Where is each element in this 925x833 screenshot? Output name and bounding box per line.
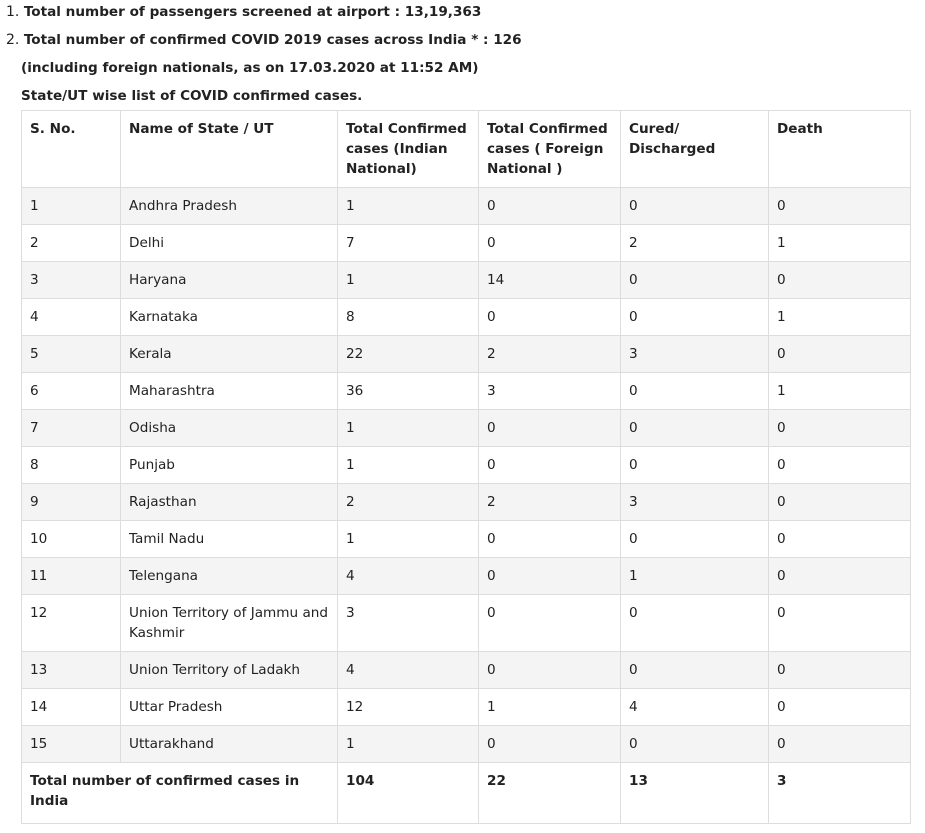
cell-cured: 0 (621, 410, 769, 447)
cell-indian-national: 7 (338, 225, 479, 262)
list-title: State/UT wise list of COVID confirmed cases. (21, 88, 363, 104)
cell-state: Punjab (121, 447, 338, 484)
table-row (22, 447, 911, 484)
header-state: Name of State / UT (121, 111, 338, 188)
cell-death: 1 (769, 225, 911, 262)
cell-state: Union Territory of Jammu and Kashmir (121, 595, 338, 652)
table-row (22, 410, 911, 447)
cell-sno: 6 (22, 373, 121, 410)
cell-foreign-national: 0 (479, 410, 621, 447)
cell-foreign-national: 1 (479, 689, 621, 726)
header-sno: S. No. (22, 111, 121, 188)
table-row (22, 595, 911, 652)
cell-cured: 0 (621, 521, 769, 558)
confirmed-cases-note: (including foreign nationals, as on 17.03.2020 at 11:52 AM) (21, 60, 479, 76)
table-row (22, 188, 911, 225)
cell-cured: 0 (621, 373, 769, 410)
cell-death: 0 (769, 595, 911, 652)
table-row (22, 521, 911, 558)
cell-state: Maharashtra (121, 373, 338, 410)
cell-sno: 1 (22, 188, 121, 225)
cell-sno: 4 (22, 299, 121, 336)
cell-cured: 1 (621, 558, 769, 595)
cell-sno: 9 (22, 484, 121, 521)
cell-state: Odisha (121, 410, 338, 447)
table-row (22, 484, 911, 521)
cell-cured: 0 (621, 447, 769, 484)
passengers-screened-text: Total number of passengers screened at airport : 13,19,363 (23, 4, 482, 20)
cell-state: Kerala (121, 336, 338, 373)
state-cases-table (21, 110, 911, 824)
table-row (22, 336, 911, 373)
cell-state: Uttarakhand (121, 726, 338, 763)
header-cured: Cured/ Discharged (621, 111, 769, 188)
cell-sno: 11 (22, 558, 121, 595)
cell-indian-national: 4 (338, 652, 479, 689)
cell-state: Karnataka (121, 299, 338, 336)
cell-death: 0 (769, 521, 911, 558)
table-row (22, 299, 911, 336)
cell-indian-national: 1 (338, 447, 479, 484)
cell-state: Telengana (121, 558, 338, 595)
cell-indian-national: 12 (338, 689, 479, 726)
cell-state: Rajasthan (121, 484, 338, 521)
list-number-1: 1. (6, 4, 20, 20)
cell-indian-national: 1 (338, 726, 479, 763)
cell-foreign-national: 2 (479, 484, 621, 521)
cell-foreign-national: 0 (479, 595, 621, 652)
cell-indian-national: 36 (338, 373, 479, 410)
cell-cured: 4 (621, 689, 769, 726)
total-indian: 104 (338, 763, 479, 824)
cell-cured: 0 (621, 595, 769, 652)
cell-sno: 8 (22, 447, 121, 484)
table-row (22, 373, 911, 410)
cell-foreign-national: 3 (479, 373, 621, 410)
total-death: 3 (769, 763, 911, 824)
total-cured: 13 (621, 763, 769, 824)
header-foreign-national: Total Confirmed cases ( Foreign National ) (479, 111, 621, 188)
total-row (22, 763, 911, 824)
cell-indian-national: 1 (338, 521, 479, 558)
cell-state: Uttar Pradesh (121, 689, 338, 726)
cell-sno: 5 (22, 336, 121, 373)
cell-death: 0 (769, 410, 911, 447)
table-row (22, 689, 911, 726)
cell-foreign-national: 0 (479, 521, 621, 558)
cell-cured: 0 (621, 188, 769, 225)
cell-foreign-national: 14 (479, 262, 621, 299)
cell-foreign-national: 0 (479, 447, 621, 484)
cell-death: 0 (769, 726, 911, 763)
cell-death: 0 (769, 558, 911, 595)
confirmed-cases-line (6, 29, 522, 51)
confirmed-cases-text: Total number of confirmed COVID 2019 cases across India * : 126 (23, 32, 522, 48)
table-row (22, 558, 911, 595)
cell-foreign-national: 0 (479, 299, 621, 336)
total-label: Total number of confirmed cases in India (22, 763, 338, 824)
cell-cured: 0 (621, 652, 769, 689)
cell-indian-national: 22 (338, 336, 479, 373)
cell-state: Delhi (121, 225, 338, 262)
cell-state: Haryana (121, 262, 338, 299)
cell-death: 0 (769, 262, 911, 299)
cell-sno: 7 (22, 410, 121, 447)
cell-foreign-national: 0 (479, 225, 621, 262)
list-number-2: 2. (6, 32, 20, 48)
cell-death: 0 (769, 188, 911, 225)
cell-death: 0 (769, 484, 911, 521)
cell-cured: 3 (621, 484, 769, 521)
cell-foreign-national: 0 (479, 726, 621, 763)
table-row (22, 726, 911, 763)
cell-death: 1 (769, 299, 911, 336)
cell-foreign-national: 0 (479, 558, 621, 595)
passengers-screened-line (6, 1, 481, 23)
cell-sno: 14 (22, 689, 121, 726)
cell-sno: 15 (22, 726, 121, 763)
cell-cured: 0 (621, 299, 769, 336)
cell-indian-national: 2 (338, 484, 479, 521)
header-death: Death (769, 111, 911, 188)
total-foreign: 22 (479, 763, 621, 824)
cell-foreign-national: 2 (479, 336, 621, 373)
cell-cured: 0 (621, 726, 769, 763)
cell-sno: 12 (22, 595, 121, 652)
cell-indian-national: 1 (338, 188, 479, 225)
cell-indian-national: 4 (338, 558, 479, 595)
cell-state: Union Territory of Ladakh (121, 652, 338, 689)
table-row (22, 225, 911, 262)
header-indian-national: Total Confirmed cases (Indian National) (338, 111, 479, 188)
cell-indian-national: 1 (338, 262, 479, 299)
cell-foreign-national: 0 (479, 652, 621, 689)
table-header-row (22, 111, 911, 188)
cell-death: 1 (769, 373, 911, 410)
cell-death: 0 (769, 689, 911, 726)
cell-death: 0 (769, 447, 911, 484)
cell-indian-national: 3 (338, 595, 479, 652)
cell-indian-national: 1 (338, 410, 479, 447)
cell-sno: 3 (22, 262, 121, 299)
cell-cured: 2 (621, 225, 769, 262)
cell-cured: 0 (621, 262, 769, 299)
table-row (22, 262, 911, 299)
cell-foreign-national: 0 (479, 188, 621, 225)
cell-state: Andhra Pradesh (121, 188, 338, 225)
cell-sno: 13 (22, 652, 121, 689)
cell-indian-national: 8 (338, 299, 479, 336)
cell-death: 0 (769, 336, 911, 373)
cell-sno: 10 (22, 521, 121, 558)
cell-sno: 2 (22, 225, 121, 262)
cell-state: Tamil Nadu (121, 521, 338, 558)
table-row (22, 652, 911, 689)
cell-cured: 3 (621, 336, 769, 373)
cell-death: 0 (769, 652, 911, 689)
